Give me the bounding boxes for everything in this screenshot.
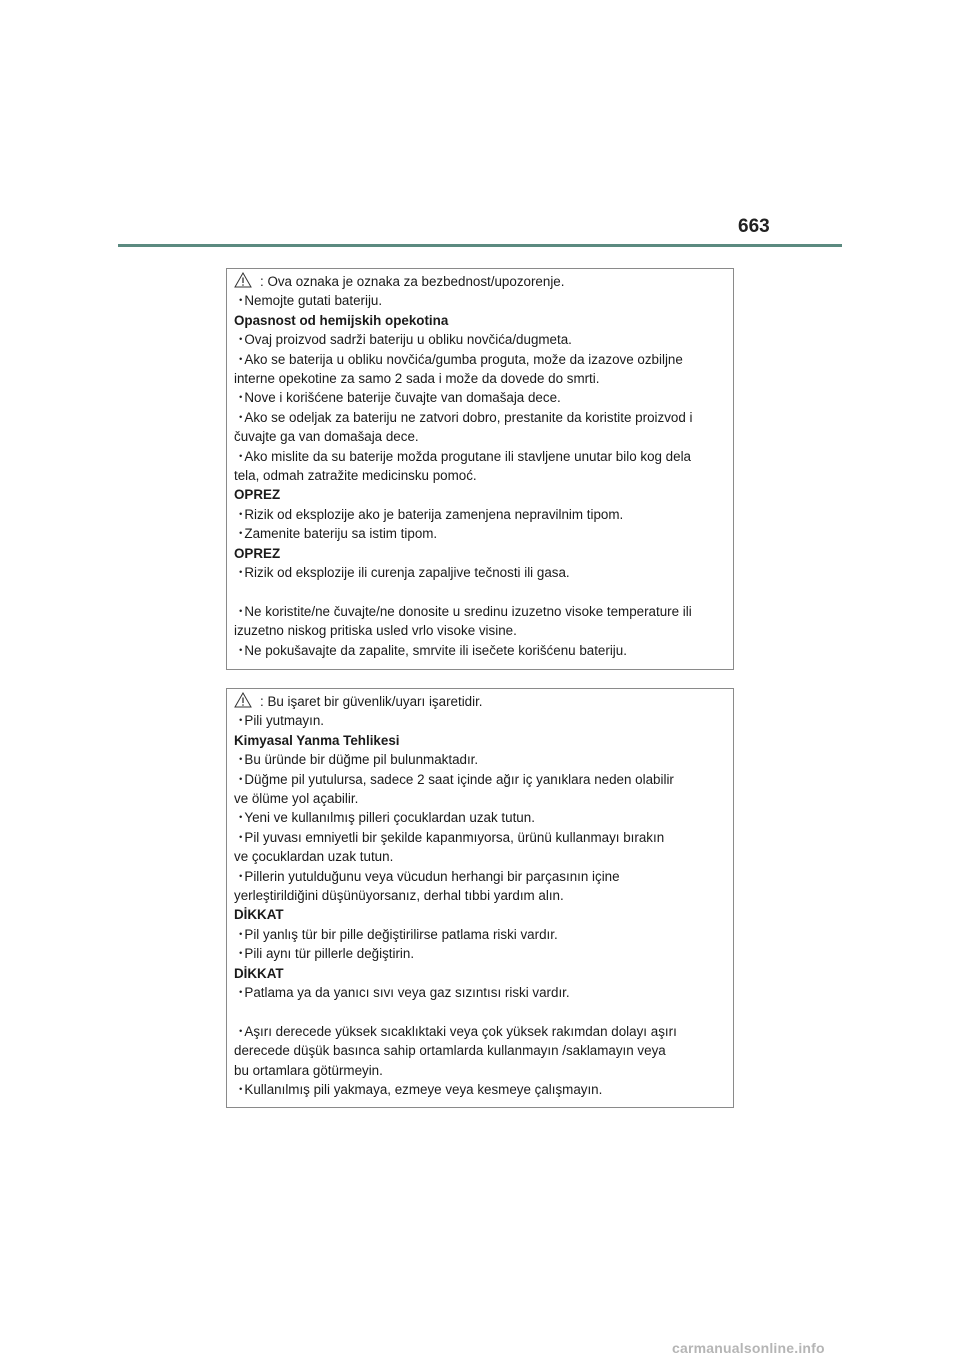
notice-line: ・ Patlama ya da yanıcı sıvı veya gaz sızıntısı riski vardır. (234, 983, 727, 1002)
serbian-lines (234, 291, 727, 660)
section-heading: DİKKAT (234, 907, 284, 923)
serbian-warning-label: : Ova oznaka je oznaka za bezbednost/upozorenje. (260, 274, 565, 289)
notice-line: ・ Ako mislite da su baterije možda progutane ili stavljene unutar bilo kog dela (234, 447, 727, 466)
notice-line: čuvajte ga van domašaja dece. (234, 429, 419, 445)
notice-line: ・ Ne koristite/ne čuvajte/ne donosite u sredinu izuzetno visoke temperature ili (234, 602, 727, 621)
notice-line: ve ölüme yol açabilir. (234, 791, 359, 807)
notice-line: derecede düşük basınca sahip ortamlarda kullanmayın /saklamayın veya (234, 1043, 666, 1059)
notice-line: ・ Nove i korišćene baterije čuvajte van domašaja dece. (234, 388, 727, 407)
page-number: 663 (738, 216, 770, 237)
notice-line: bu ortamlara götürmeyin. (234, 1062, 383, 1078)
notice-line: ・ Rizik od eksplozije ako je baterija zamenjena nepravilnim tipom. (234, 505, 727, 524)
section-heading: OPREZ (234, 545, 281, 561)
notice-line: ・ Pili aynı tür pillerle değiştirin. (234, 944, 727, 963)
notice-line: yerleştirildiğini düşünüyorsanız, derhal tıbbi yardım alın. (234, 888, 564, 904)
notice-line: ・ Rizik od eksplozije ili curenja zapaljive tečnosti ili gasa. (234, 563, 727, 582)
serbian-warning-line (234, 272, 727, 291)
notice-line: ・ Ako se baterija u obliku novčića/gumba proguta, može da izazove ozbiljne (234, 350, 727, 369)
turkish-safety-notice (226, 688, 734, 1108)
section-heading: Kimyasal Yanma Tehlikesi (234, 732, 400, 748)
notice-line: ・ Pillerin yutulduğunu veya vücudun herhangi bir parçasının içine (234, 867, 727, 886)
notice-line: ・ Pil yuvası emniyetli bir şekilde kapanmıyorsa, ürünü kullanmayı bırakın (234, 828, 727, 847)
notice-line: ・ Ako se odeljak za bateriju ne zatvori dobro, prestanite da koristite proizvod i (234, 408, 727, 427)
turkish-lines (234, 711, 727, 1099)
notice-line: ・ Zamenite bateriju sa istim tipom. (234, 524, 727, 543)
header-rule (118, 244, 842, 247)
notice-line: tela, odmah zatražite medicinsku pomoć. (234, 468, 477, 484)
turkish-warning-label: : Bu işaret bir güvenlik/uyarı işaretidir. (260, 694, 483, 709)
notice-line: ・ Nemojte gutati bateriju. (234, 291, 727, 310)
notice-line: ・ Aşırı derecede yüksek sıcaklıktaki veya çok yüksek rakımdan dolayı aşırı (234, 1022, 727, 1041)
notice-line: ・ Kullanılmış pili yakmaya, ezmeye veya kesmeye çalışmayın. (234, 1080, 727, 1099)
notice-line: ・ Ovaj proizvod sadrži bateriju u obliku novčića/dugmeta. (234, 330, 727, 349)
notice-line: izuzetno niskog pritiska usled vrlo visoke visine. (234, 623, 517, 639)
serbian-safety-notice (226, 268, 734, 670)
notice-line: ・ Düğme pil yutulursa, sadece 2 saat içinde ağır iç yanıklara neden olabilir (234, 770, 727, 789)
section-heading: DİKKAT (234, 965, 284, 981)
warning-triangle-icon (234, 272, 252, 288)
notice-line: ve çocuklardan uzak tutun. (234, 849, 394, 865)
notice-line: ・ Bu üründe bir düğme pil bulunmaktadır. (234, 750, 727, 769)
section-heading: OPREZ (234, 487, 281, 503)
watermark: carmanualsonline.info (672, 1340, 825, 1356)
section-heading: Opasnost od hemijskih opekotina (234, 312, 449, 328)
turkish-warning-line (234, 692, 727, 711)
notice-line: interne opekotine za samo 2 sada i može da dovede do smrti. (234, 371, 600, 387)
notice-line: ・ Pili yutmayın. (234, 711, 727, 730)
warning-triangle-icon (234, 692, 252, 708)
notice-line: ・ Pil yanlış tür bir pille değiştirilirse patlama riski vardır. (234, 925, 727, 944)
notice-line: ・ Yeni ve kullanılmış pilleri çocuklardan uzak tutun. (234, 808, 727, 827)
notice-line: ・ Ne pokušavajte da zapalite, smrvite ili isečete korišćenu bateriju. (234, 641, 727, 660)
